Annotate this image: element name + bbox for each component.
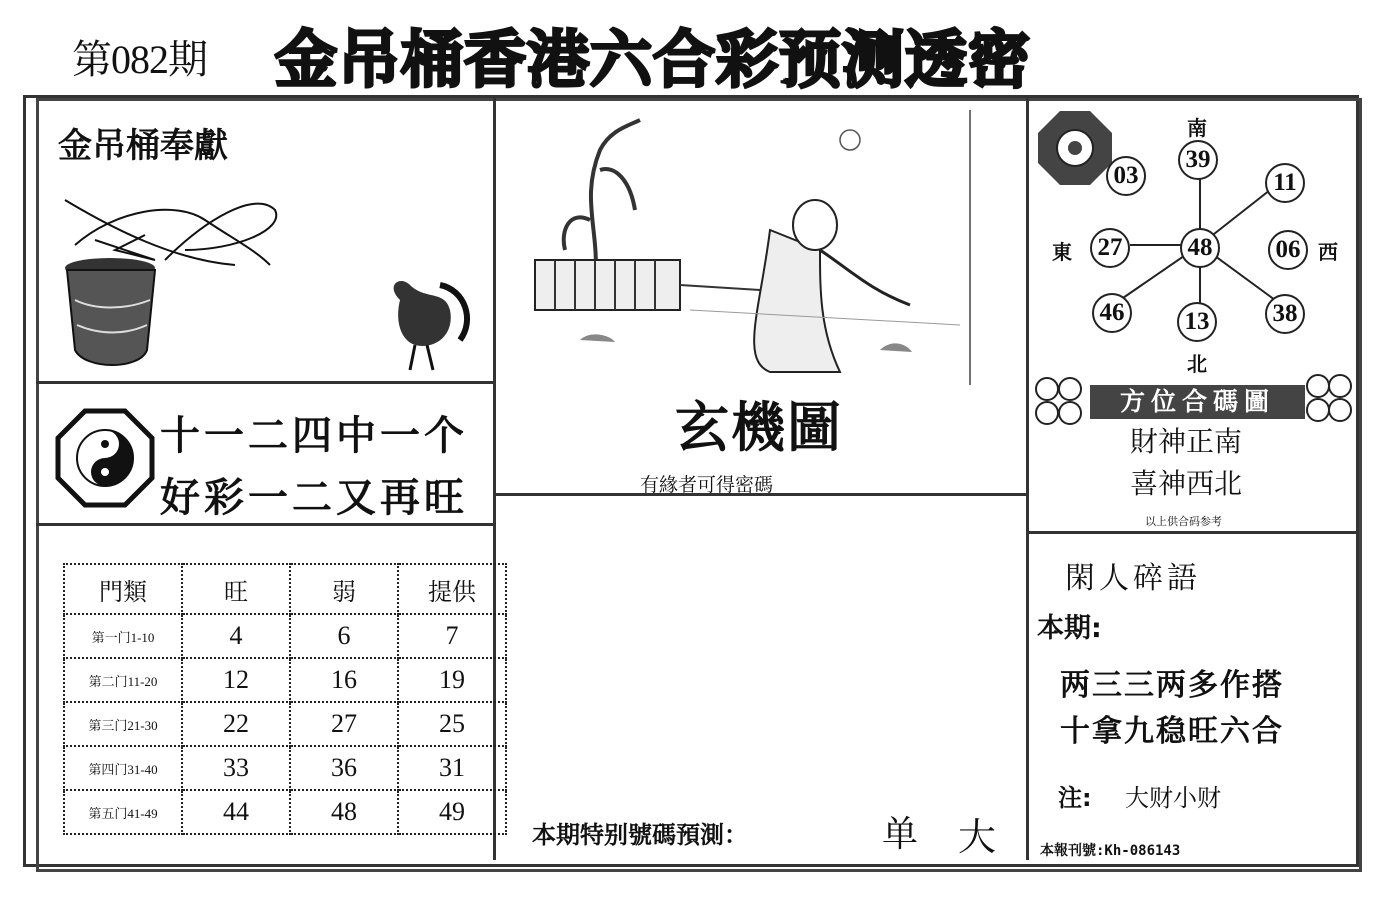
direction-east: 東 xyxy=(1052,240,1072,264)
poem xyxy=(160,405,468,529)
door-table xyxy=(63,563,507,835)
special-prediction-big: 大 xyxy=(958,815,997,859)
cell-tigong: 31 xyxy=(398,746,506,790)
table-row xyxy=(64,790,506,834)
cell-tigong: 19 xyxy=(398,658,506,702)
note-label: 注: xyxy=(1058,784,1092,812)
compass-number: 39 xyxy=(1178,140,1218,180)
table-row xyxy=(64,746,506,790)
cell-tigong: 25 xyxy=(398,702,506,746)
this-issue-label: 本期: xyxy=(1037,613,1102,644)
scholar-head-icon xyxy=(793,200,837,250)
row-label: 第一门1-10 xyxy=(64,614,182,658)
poem-line-1: 十一二四中一个 xyxy=(160,412,468,459)
bucket-rooster-illustration xyxy=(55,190,485,380)
table-row xyxy=(64,702,506,746)
direction-north: 北 xyxy=(1187,352,1207,376)
column-header: 門類 xyxy=(64,564,182,614)
column-header: 提供 xyxy=(398,564,506,614)
presenter-label: 金吊桶奉獻 xyxy=(58,126,228,166)
moon-icon xyxy=(840,130,860,150)
compass-number: 11 xyxy=(1265,163,1305,203)
cell-wang: 33 xyxy=(182,746,290,790)
compass-number: 38 xyxy=(1265,294,1305,334)
compass-banner: 方位合碼圖 xyxy=(1090,385,1305,419)
verse-line-2: 十拿九稳旺六合 xyxy=(1060,714,1284,749)
cell-ruo: 16 xyxy=(290,658,398,702)
verse-line-1: 两三三两多作搭 xyxy=(1060,668,1284,703)
compass-number: 46 xyxy=(1092,293,1132,333)
note-text: 大财小财 xyxy=(1125,784,1221,812)
string-lines-icon xyxy=(65,200,270,265)
table-row xyxy=(64,614,506,658)
row-label: 第五门41-49 xyxy=(64,790,182,834)
page-title: 金吊桶香港六合彩预测透密 xyxy=(275,23,1032,96)
issue-number: 第082期 xyxy=(72,37,207,82)
compass-number: 27 xyxy=(1090,228,1130,268)
cell-tigong: 49 xyxy=(398,790,506,834)
row-label: 第四门31-40 xyxy=(64,746,182,790)
table-header-row xyxy=(64,564,506,614)
fate-caption: 有緣者可得密碼 xyxy=(640,474,774,496)
cell-wang: 22 xyxy=(182,702,290,746)
wealth-god-direction: 財神正南 xyxy=(1130,425,1243,458)
bamboo-scroll-icon xyxy=(535,260,680,310)
tree-branch-icon xyxy=(564,120,640,280)
cell-ruo: 27 xyxy=(290,702,398,746)
row-divider xyxy=(1029,531,1359,534)
compass-number: 03 xyxy=(1106,156,1146,196)
row-divider xyxy=(36,381,494,384)
direction-south: 南 xyxy=(1187,116,1207,140)
joy-god-direction: 喜神西北 xyxy=(1130,467,1243,500)
decorative-circles-right-icon xyxy=(1304,372,1359,430)
cell-wang: 44 xyxy=(182,790,290,834)
cell-ruo: 6 xyxy=(290,614,398,658)
reference-note: 以上供合码参考 xyxy=(1145,515,1222,528)
cell-wang: 4 xyxy=(182,614,290,658)
cell-ruo: 48 xyxy=(290,790,398,834)
special-prediction-odd: 单 xyxy=(882,814,919,855)
bucket-icon xyxy=(67,270,155,365)
scholar-robe-icon xyxy=(754,230,840,372)
cell-ruo: 36 xyxy=(290,746,398,790)
special-number-label: 本期特别號碼預測： xyxy=(532,821,748,849)
cell-tigong: 7 xyxy=(398,614,506,658)
registration-number: 本報刊號:Kh-086143 xyxy=(1040,843,1181,859)
column-header: 弱 xyxy=(290,564,398,614)
direction-west: 西 xyxy=(1318,240,1338,264)
column-header: 旺 xyxy=(182,564,290,614)
picture-title: 玄機圖 xyxy=(675,395,843,459)
poem-line-2: 好彩一二又再旺 xyxy=(160,474,468,521)
compass-number: 13 xyxy=(1177,302,1217,342)
bagua-yinyang-icon xyxy=(55,408,155,508)
cell-wang: 12 xyxy=(182,658,290,702)
column-divider-right xyxy=(1026,98,1029,860)
compass-number: 06 xyxy=(1268,230,1308,270)
rooster-icon xyxy=(394,281,451,346)
table-row xyxy=(64,658,506,702)
decorative-circles-left-icon xyxy=(1032,375,1092,430)
compass-center-number: 48 xyxy=(1180,228,1220,268)
gossip-title: 閑人碎語 xyxy=(1065,561,1201,596)
scholar-scroll-illustration xyxy=(520,110,975,385)
row-label: 第二门11-20 xyxy=(64,658,182,702)
row-label: 第三门21-30 xyxy=(64,702,182,746)
